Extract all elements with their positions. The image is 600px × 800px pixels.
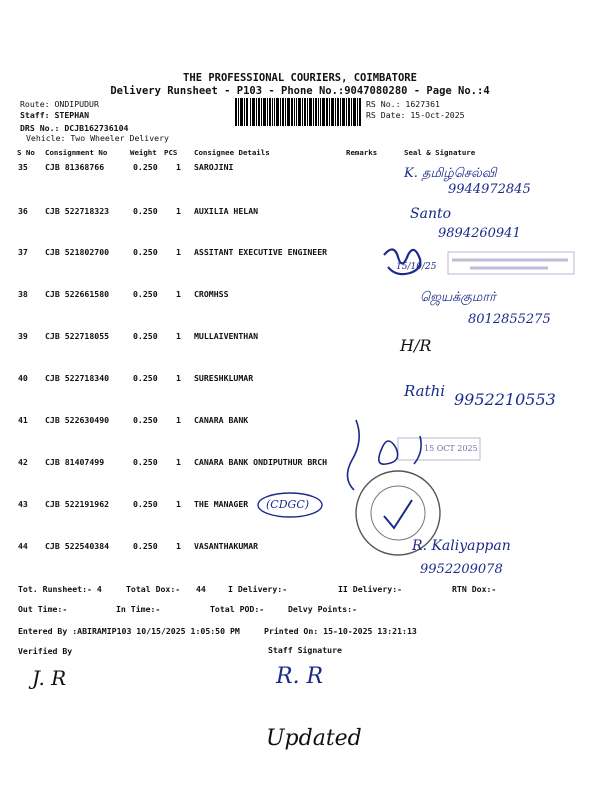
row-weight: 0.250 xyxy=(133,289,158,299)
row-sno: 35 xyxy=(18,162,28,172)
ii-delivery-label: II Delivery:- xyxy=(338,584,403,594)
col-remarks: Remarks xyxy=(346,148,378,157)
row-sno: 37 xyxy=(18,247,28,257)
staff-signature: R. R xyxy=(276,664,324,689)
rs-date: RS Date: 15-Oct-2025 xyxy=(366,110,465,120)
row-pcs: 1 xyxy=(176,206,181,216)
row-pcs: 1 xyxy=(176,289,181,299)
row-weight: 0.250 xyxy=(133,331,158,341)
handwritten-name-40: Rathi xyxy=(404,382,446,400)
row-consignee: SURESHKLUMAR xyxy=(194,373,254,383)
vehicle-label: Vehicle: Two Wheeler Delivery xyxy=(26,133,169,143)
round-seal-inner xyxy=(371,486,425,540)
handwritten-phone-36: 9894260941 xyxy=(438,226,521,241)
handwritten-name-35: K. தமிழ்செல்வி xyxy=(404,166,497,181)
row-sno: 42 xyxy=(18,457,28,467)
out-time-label: Out Time:- xyxy=(18,604,68,614)
row-consignment-no: CJB 522661580 xyxy=(45,289,110,299)
handwritten-phone-44: 9952209078 xyxy=(420,562,503,577)
handwritten-note-43: (CDGC) xyxy=(266,498,310,511)
row-consignee: SAROJINI xyxy=(194,162,234,172)
row-consignment-no: CJB 521802700 xyxy=(45,247,110,257)
row-consignee: MULLAIVENTHAN xyxy=(194,331,259,341)
delvy-points-label: Delvy Points:- xyxy=(288,604,358,614)
row-weight: 0.250 xyxy=(133,373,158,383)
company-title: THE PROFESSIONAL COURIERS, COIMBATORE xyxy=(183,72,417,84)
staff-label: Staff: STEPHAN xyxy=(20,110,90,120)
row-weight: 0.250 xyxy=(133,247,158,257)
col-sno: S No xyxy=(17,148,35,157)
total-dox-label: Total Dox:- xyxy=(126,584,181,594)
rs-number: RS No.: 1627361 xyxy=(366,99,440,109)
row-consignee: CANARA BANK xyxy=(194,415,249,425)
i-delivery-label: I Delivery:- xyxy=(228,584,288,594)
row-consignment-no: CJB 522718055 xyxy=(45,331,110,341)
row-pcs: 1 xyxy=(176,162,181,172)
row-pcs: 1 xyxy=(176,499,181,509)
row-consignment-no: CJB 522718323 xyxy=(45,206,110,216)
row-pcs: 1 xyxy=(176,373,181,383)
row-pcs: 1 xyxy=(176,247,181,257)
verified-by-label: Verified By xyxy=(18,646,73,656)
rtn-dox-label: RTN Dox:- xyxy=(452,584,497,594)
verified-signature: J. R xyxy=(32,666,67,690)
col-consignee: Consignee Details xyxy=(194,148,270,157)
runsheet-title: Delivery Runsheet - P103 - Phone No.:9047080280 - Page No.:4 xyxy=(110,85,490,97)
row-sno: 38 xyxy=(18,289,28,299)
row-weight: 0.250 xyxy=(133,457,158,467)
row-consignment-no: CJB 81407499 xyxy=(45,457,105,467)
row-sno: 36 xyxy=(18,206,28,216)
total-pod-label: Total POD:- xyxy=(210,604,265,614)
row-consignee: AUXILIA HELAN xyxy=(194,206,259,216)
row-weight: 0.250 xyxy=(133,415,158,425)
handwritten-phone-38: 8012855275 xyxy=(468,312,551,327)
row-consignee: ASSITANT EXECUTIVE ENGINEER xyxy=(194,247,328,257)
col-seal-signature: Seal & Signature xyxy=(404,148,476,157)
row-sno: 44 xyxy=(18,541,28,551)
handwritten-date-37: 15/10/25 xyxy=(396,262,437,272)
row-sno: 43 xyxy=(18,499,28,509)
row-sno: 40 xyxy=(18,373,28,383)
office-stamp-shape xyxy=(448,252,574,274)
row-pcs: 1 xyxy=(176,457,181,467)
in-time-label: In Time:- xyxy=(116,604,161,614)
row-consignee: VASANTHAKUMAR xyxy=(194,541,259,551)
staff-signature-label: Staff Signature xyxy=(268,645,342,655)
tot-runsheet: Tot. Runsheet:- 4 xyxy=(18,584,102,594)
seal-checkmark xyxy=(384,500,412,528)
row-weight: 0.250 xyxy=(133,541,158,551)
drs-number: DRS No.: DCJB162736104 xyxy=(20,123,129,133)
row-weight: 0.250 xyxy=(133,499,158,509)
row-consignment-no: CJB 522191962 xyxy=(45,499,110,509)
route-label: Route: ONDIPUDUR xyxy=(20,99,99,109)
row-pcs: 1 xyxy=(176,541,181,551)
row-consignment-no: CJB 522540384 xyxy=(45,541,110,551)
row-consignee: CANARA BANK ONDIPUTHUR BRCH xyxy=(194,457,328,467)
handwritten-phone-40: 9952210553 xyxy=(454,390,556,409)
row-consignment-no: CJB 522630490 xyxy=(45,415,110,425)
row-sno: 39 xyxy=(18,331,28,341)
row-weight: 0.250 xyxy=(133,162,158,172)
printed-on: Printed On: 15-10-2025 13:21:13 xyxy=(264,626,417,636)
row-consignment-no: CJB 81368766 xyxy=(45,162,105,172)
row-sno: 41 xyxy=(18,415,28,425)
date-stamp-text-42: 15 OCT 2025 xyxy=(424,444,478,453)
row-weight: 0.250 xyxy=(133,206,158,216)
col-weight: Weight xyxy=(130,148,157,157)
handwritten-name-38: ஜெயக்குமார் xyxy=(420,290,496,305)
handwritten-name-44: R. Kaliyappan xyxy=(412,538,511,554)
handwritten-name-36: Santo xyxy=(410,206,452,222)
row-consignee: THE MANAGER xyxy=(194,499,249,509)
row-consignment-no: CJB 522718340 xyxy=(45,373,110,383)
col-consignment: Consignment No xyxy=(45,148,108,157)
col-pcs: PCS xyxy=(164,148,178,157)
bottom-handwritten-note: Updated xyxy=(266,726,362,751)
handwritten-phone-35: 9944972845 xyxy=(448,182,531,197)
total-dox-value: 44 xyxy=(196,584,206,594)
entered-by: Entered By :ABIRAMIP103 10/15/2025 1:05:50 PM xyxy=(18,626,240,636)
row-consignee: CROMHSS xyxy=(194,289,229,299)
handwritten-note-39: H/R xyxy=(400,336,432,355)
row-pcs: 1 xyxy=(176,331,181,341)
row-pcs: 1 xyxy=(176,415,181,425)
